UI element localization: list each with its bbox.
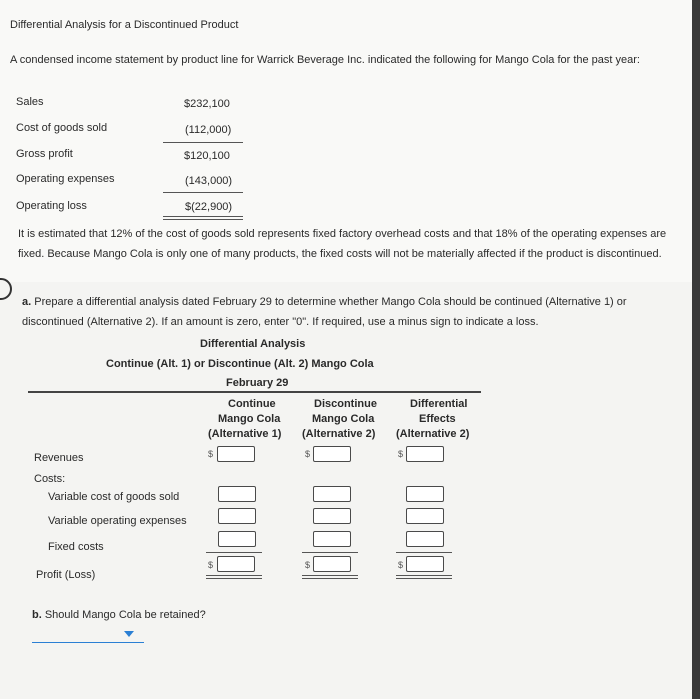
sales-label: Sales (16, 96, 44, 108)
estimate-text: It is estimated that 12% of the cost of goods sold represents fixed factory overhead costs and that 18% of the operating expenses are fixed. Because Mango Cola is only one of many products, the fixed costs will not be materially affected if the product is discontinued. (18, 228, 667, 260)
col3-profit-input[interactable] (406, 556, 444, 572)
col2-total-rule (302, 552, 358, 553)
operating-loss-label: Operating loss (16, 200, 87, 212)
sales-value: $232,100 (184, 98, 230, 110)
col2-header-line1: Discontinue (314, 398, 377, 410)
col3-fixed-costs-input[interactable] (406, 531, 444, 547)
col1-variable-opex-input[interactable] (218, 508, 256, 524)
col3-revenues-currency: $ (398, 449, 404, 459)
col2-fixed-costs-input[interactable] (313, 531, 351, 547)
cogs-label: Cost of goods sold (16, 122, 108, 134)
col3-revenues-input[interactable] (406, 446, 444, 462)
gross-profit-label: Gross profit (16, 148, 73, 160)
opex-label: Operating expenses (16, 173, 115, 185)
fixed-costs-label: Fixed costs (48, 541, 104, 553)
col1-revenues-input[interactable] (217, 446, 255, 462)
operating-loss-double-underline-1 (163, 216, 243, 217)
col1-header-line3: (Alternative 1) (208, 428, 282, 440)
col2-double-rule-1 (302, 575, 358, 576)
col1-header-line2: Mango Cola (218, 413, 281, 425)
cogs-value: (112,000) (185, 124, 232, 136)
col3-header-line3: (Alternative 2) (396, 428, 470, 440)
part-b-prefix: b. (32, 609, 42, 621)
dropdown-underline (32, 642, 144, 643)
col3-profit-currency: $ (398, 560, 404, 570)
profit-loss-label: Profit (Loss) (36, 569, 96, 581)
col1-fixed-costs-input[interactable] (218, 531, 256, 547)
variable-opex-label: Variable operating expenses (48, 515, 187, 527)
operating-loss-double-underline-2 (163, 219, 243, 220)
part-a-instructions (22, 292, 690, 332)
col1-profit-input[interactable] (217, 556, 255, 572)
col3-variable-cogs-input[interactable] (406, 486, 444, 502)
col3-header-line2: Effects (419, 413, 456, 425)
col2-profit-input[interactable] (313, 556, 351, 572)
col3-total-rule (396, 552, 452, 553)
part-b-question (32, 608, 206, 622)
col2-revenues-input[interactable] (313, 446, 351, 462)
col1-profit-currency: $ (208, 560, 214, 570)
gross-profit-value: $120,100 (184, 150, 230, 162)
operating-loss-value: $(22,900) (185, 201, 233, 213)
costs-label: Costs: (34, 473, 66, 485)
col2-double-rule-2 (302, 578, 358, 579)
opex-value: (143,000) (185, 175, 233, 187)
col1-header-line1: Continue (228, 398, 276, 410)
intro-text: A condensed income statement by product line for Warrick Beverage Inc. indicated the following for Mango Cola for the past year: (10, 54, 640, 66)
retain-dropdown[interactable] (32, 624, 144, 644)
col1-variable-cogs-input[interactable] (218, 486, 256, 502)
col1-double-rule-1 (206, 575, 262, 576)
col3-double-rule-2 (396, 578, 452, 579)
analysis-date: February 29 (226, 377, 289, 389)
col2-variable-cogs-input[interactable] (313, 486, 351, 502)
revenues-label: Revenues (34, 452, 84, 464)
col2-variable-opex-input[interactable] (313, 508, 351, 524)
col2-profit-currency: $ (305, 560, 311, 570)
chevron-down-icon (124, 631, 134, 637)
col3-double-rule-1 (396, 575, 452, 576)
part-a-prefix: a. (22, 296, 32, 308)
variable-cogs-label: Variable cost of goods sold (48, 491, 180, 503)
table-top-rule (28, 391, 481, 393)
cogs-underline (163, 142, 243, 143)
col3-header-line1: Differential (410, 398, 468, 410)
col2-revenues-currency: $ (305, 449, 311, 459)
col1-revenues-currency: $ (208, 449, 214, 459)
col1-double-rule-2 (206, 578, 262, 579)
col1-total-rule (206, 552, 262, 553)
col2-header-line3: (Alternative 2) (302, 428, 376, 440)
part-b-text: Should Mango Cola be retained? (44, 609, 206, 621)
analysis-subheading: Continue (Alt. 1) or Discontinue (Alt. 2) Mango Cola (106, 358, 374, 370)
opex-underline (163, 192, 243, 193)
col2-header-line2: Mango Cola (312, 413, 375, 425)
page-title: Differential Analysis for a Discontinued Product (10, 19, 239, 31)
part-a-text: Prepare a differential analysis dated February 29 to determine whether Mango Cola should be continued (Alternative 1) or discontinued (Alternative 2). If an amount is zero, enter "0". If required, use a minus sign to indicate a loss. (22, 296, 627, 328)
analysis-heading: Differential Analysis (200, 338, 306, 350)
col3-variable-opex-input[interactable] (406, 508, 444, 524)
